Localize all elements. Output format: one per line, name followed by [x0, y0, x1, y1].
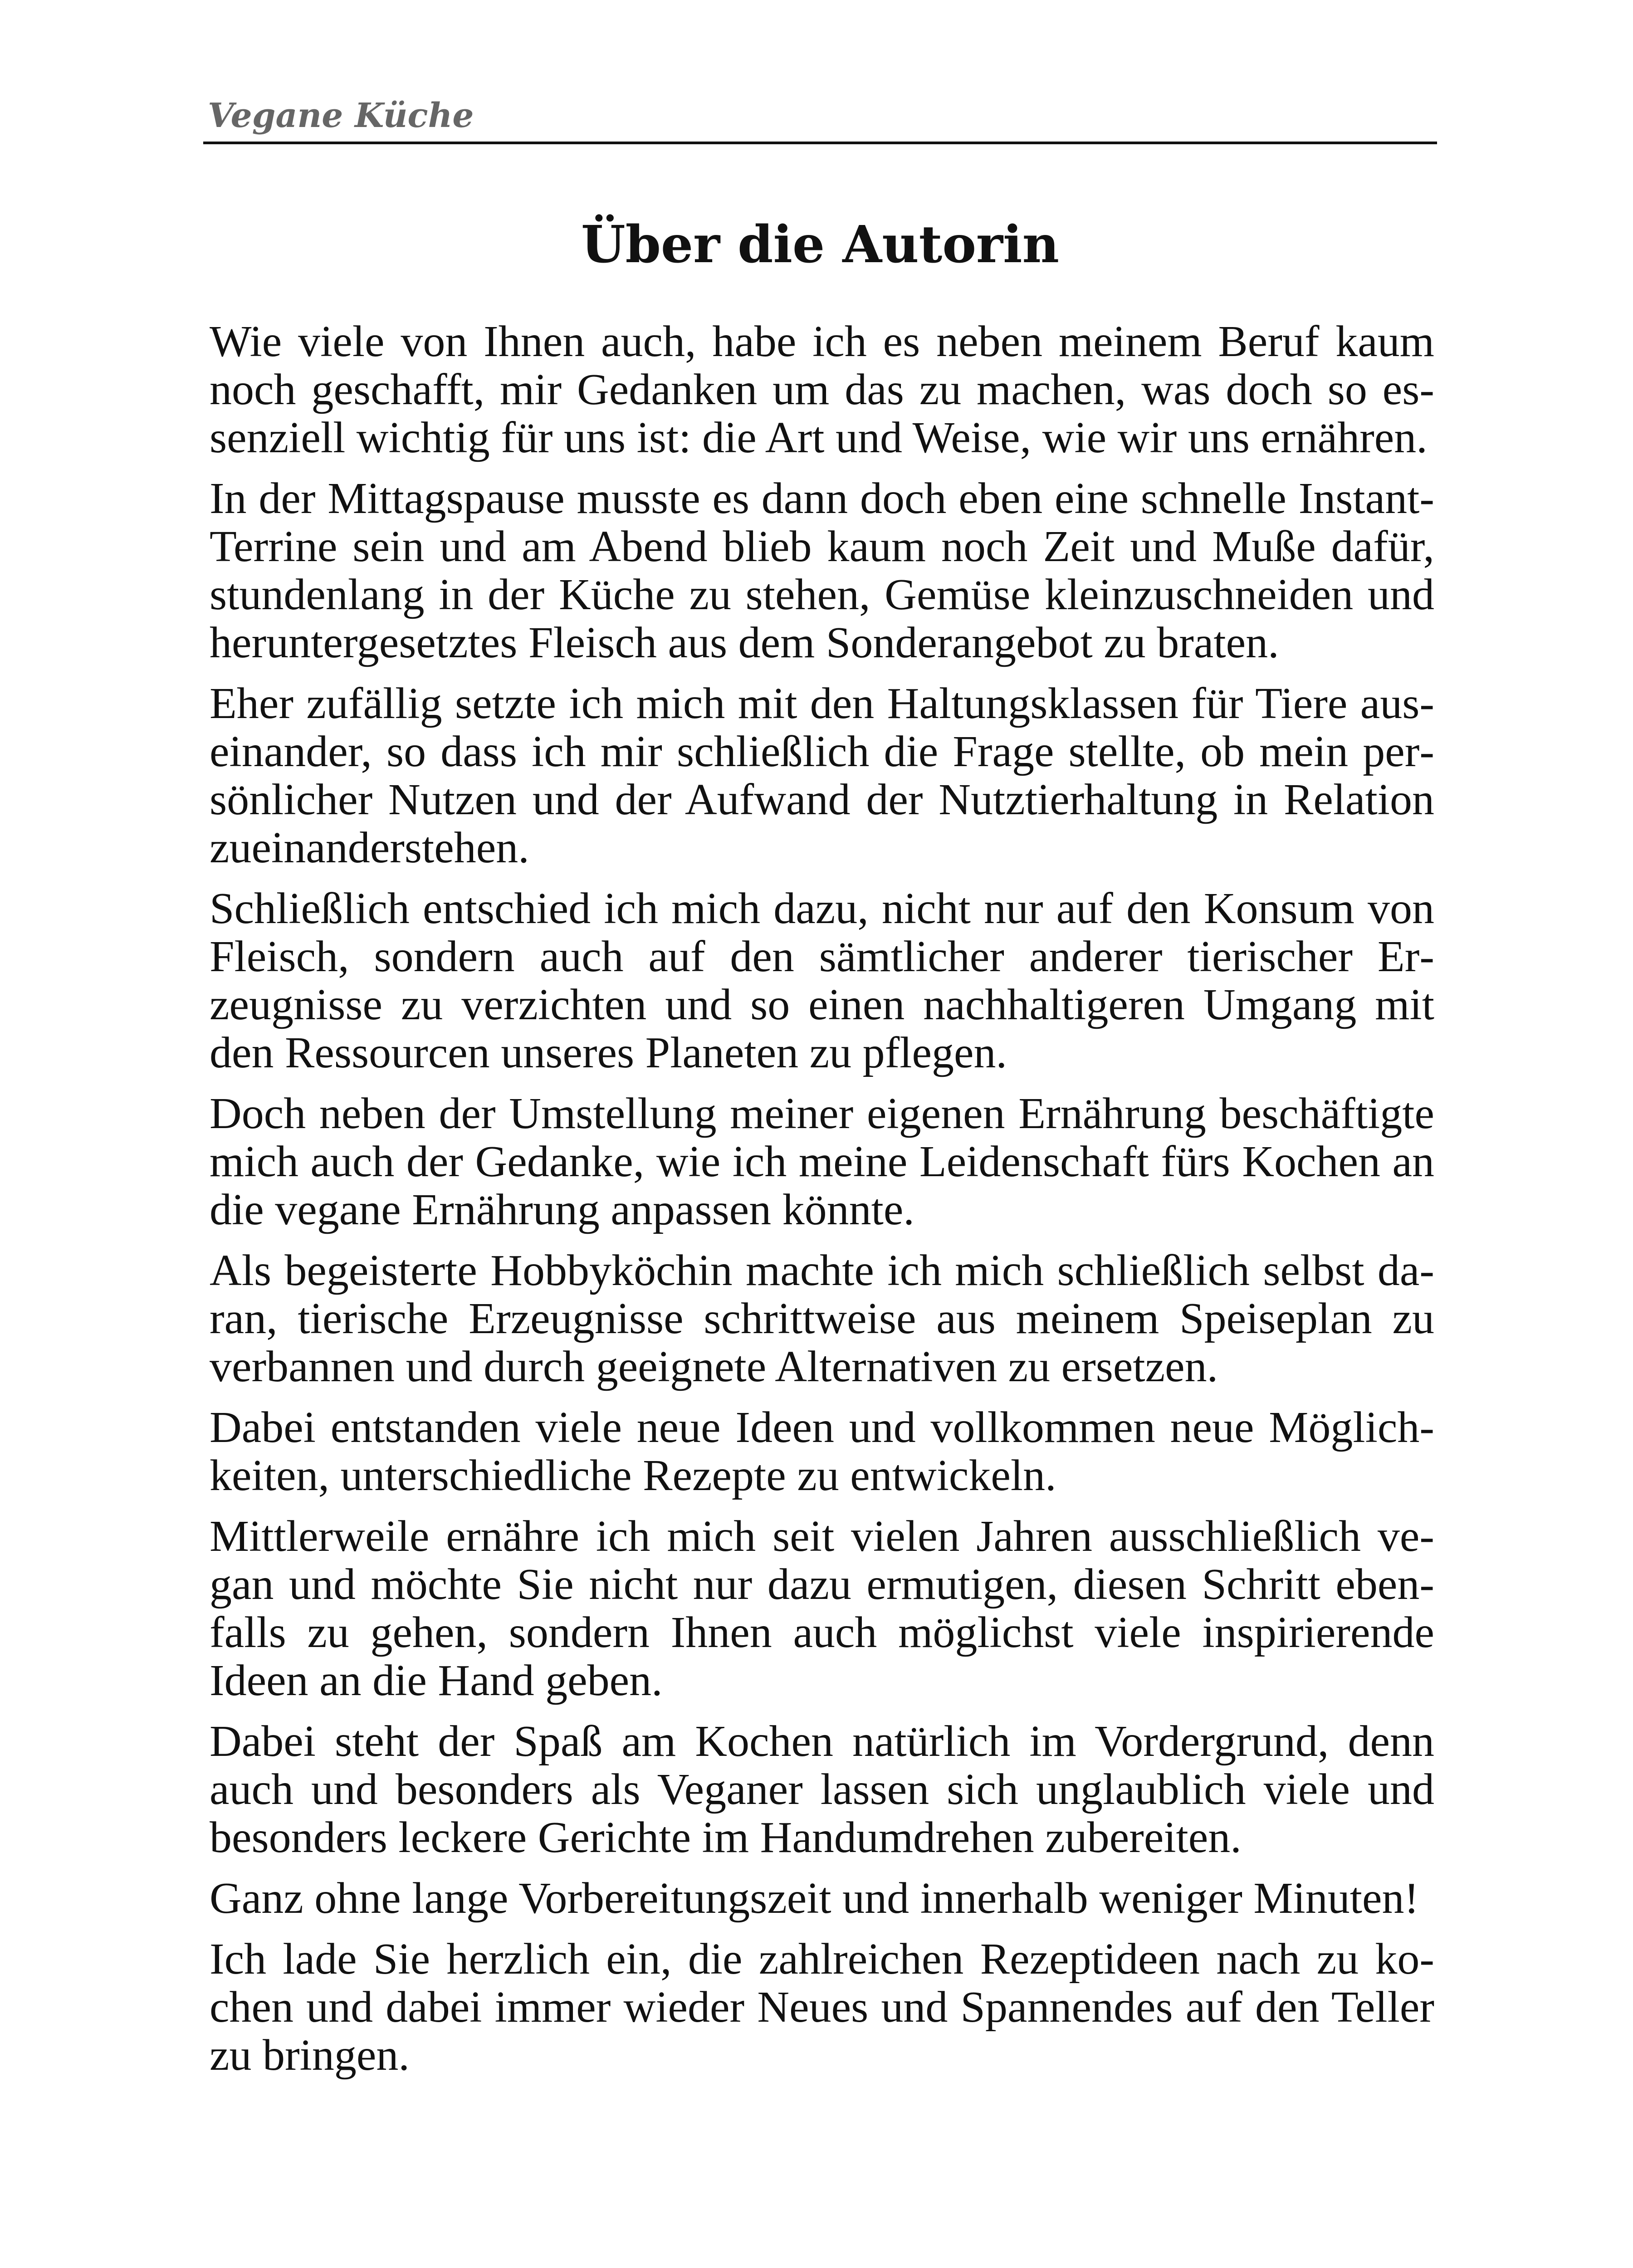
paragraph-3: Eher zufällig setzte ich mich mit den Haltungsklassen für Tiere auseinander, so dass ich mir schließlich die Frage stellte, ob mein persönlicher Nutzen und der Aufwand der Nutztierhaltung in Relation zueinanderstehen.: [210, 679, 1434, 872]
paragraph-4: Schließlich entschied ich mich dazu, nicht nur auf den Konsum von Fleisch, sondern auch auf den sämtlicher anderer tierischer Erzeugnisse zu verzichten und so einen nachhaltigeren Umgang mit den Ressourcen unseres Planeten zu pflegen.: [210, 884, 1434, 1077]
paragraph-7: Dabei entstanden viele neue Ideen und vollkommen neue Möglichkeiten, unterschiedliche Rezepte zu entwickeln.: [210, 1403, 1434, 1500]
paragraph-9: Dabei steht der Spaß am Kochen natürlich im Vordergrund, denn auch und besonders als Veganer lassen sich unglaublich viele und besonders leckere Gerichte im Handumdrehen zubereiten.: [210, 1717, 1434, 1862]
paragraph-1: Wie viele von Ihnen auch, habe ich es neben meinem Beruf kaum noch geschafft, mir Gedanken um das zu machen, was doch so essenziell wichtig für uns ist: die Art und Weise, wie wir uns ernähren.: [210, 317, 1434, 462]
paragraph-2: In der Mittagspause musste es dann doch eben eine schnelle Instant-Terrine sein und am Abend blieb kaum noch Zeit und Muße dafür, stundenlang in der Küche zu stehen, Gemüse kleinzuschneiden und heruntergesetztes Fleisch aus dem Sonderangebot zu braten.: [210, 474, 1434, 667]
running-header: [203, 91, 1437, 144]
paragraph-11: Ich lade Sie herzlich ein, die zahlreichen Rezeptideen nach zu kochen und dabei immer wieder Neues und Spannendes auf den Teller zu bringen.: [210, 1935, 1434, 2080]
body-text: [210, 318, 1434, 2092]
running-header-title: Vegane Küche: [208, 96, 474, 135]
paragraph-5: Doch neben der Umstellung meiner eigenen Ernährung beschäftigte mich auch der Gedanke, wie ich meine Leidenschaft fürs Kochen an die vegane Ernährung anpassen könnte.: [210, 1089, 1434, 1234]
paragraph-8: Mittlerweile ernähre ich mich seit vielen Jahren ausschließlich vegan und möchte Sie nicht nur dazu ermutigen, diesen Schritt ebenfalls zu gehen, sondern Ihnen auch möglichst viele inspirierende Ideen an die Hand geben.: [210, 1512, 1434, 1705]
paragraph-10: Ganz ohne lange Vorbereitungszeit und innerhalb weniger Minuten!: [210, 1874, 1419, 1923]
page-title: Über die Autorin: [581, 215, 1060, 274]
paragraph-6: Als begeisterte Hobbyköchin machte ich mich schließlich selbst daran, tierische Erzeugnisse schrittweise aus meinem Speiseplan zu verbannen und durch geeignete Alternativen zu ersetzen.: [210, 1246, 1434, 1391]
